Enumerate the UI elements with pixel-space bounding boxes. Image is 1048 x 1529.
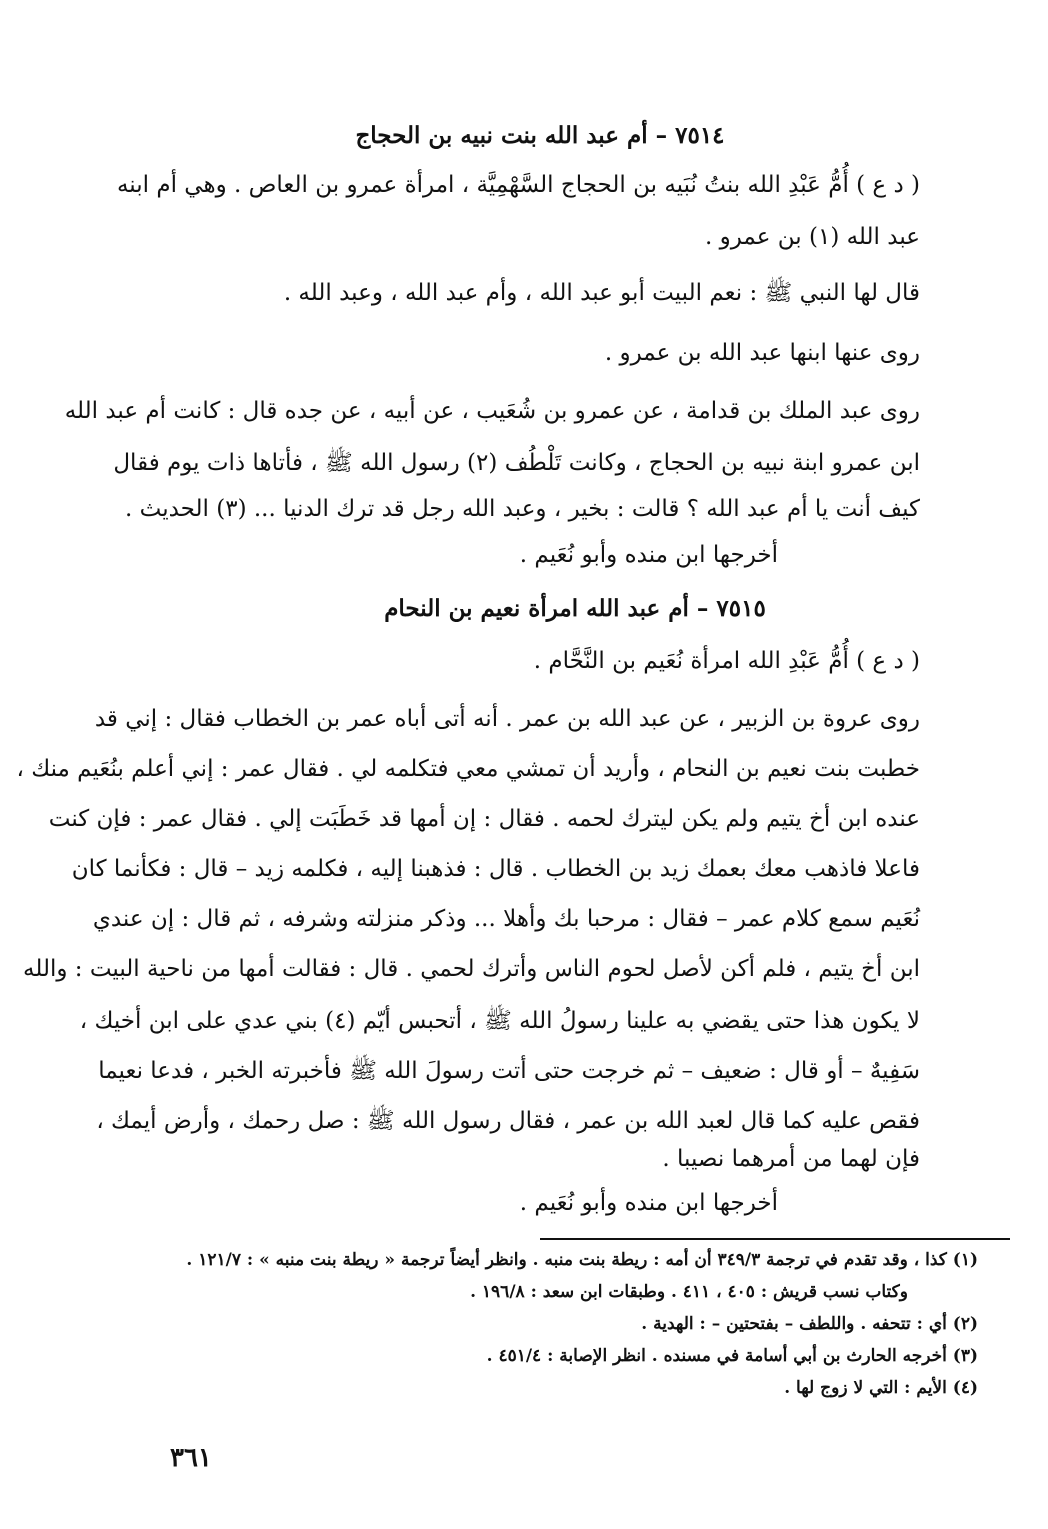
entry-heading-7514: ٧٥١٤ – أم عبد الله بنت نبيه بن الحجاج — [355, 122, 725, 149]
entry-7515-line-4: عنده ابن أخ يتيم ولم يكن ليترك لحمه . فقال : إن أمها قد خَطَبَت إلي . فقال عمر : فإن كنت — [48, 806, 920, 832]
entry-7515-line-8: لا يكون هذا حتى يقضي به علينا رسولُ الله ﷺ ، أتحبس أيّم (٤) بني عدي على ابن أخيك ، — [79, 1008, 920, 1034]
page-number: ٣٦١ — [170, 1443, 212, 1473]
entry-7515-line-10: فقص عليه كما قال لعبد الله بن عمر ، فقال رسول الله ﷺ : صل رحمك ، وأرض أيمك ، — [96, 1108, 920, 1134]
entry-7515-line-5: فاعلا فاذهب معك بعمك زيد بن الخطاب . قال : فذهبنا إليه ، فكلمه زيد – قال : فكأنما كان — [71, 856, 920, 882]
entry-7515-line-3: خطبت بنت نعيم بن النحام ، وأريد أن تمشي معي فتكلمه لي . فقال عمر : إني أعلم بنُعَيم منك ، — [16, 756, 920, 782]
entry-7515-line-12: أخرجها ابن منده وأبو نُعَيم . — [519, 1190, 778, 1216]
entry-7515-line-9: سَفِيهٌ – أو قال : ضعيف – ثم خرجت حتى أتت رسولَ الله ﷺ فأخبرته الخبر ، فدعا نعيما — [98, 1058, 920, 1084]
entry-7515-line-11: فإن لهما من أمرهما نصيبا . — [662, 1146, 920, 1172]
entry-7514-line-2: عبد الله (١) بن عمرو . — [705, 224, 920, 250]
footnote-4: (٤) الأيم : التي لا زوج لها . — [784, 1378, 978, 1398]
entry-7515-line-1: ( د ع ) أُمُّ عَبْدِ الله امرأة نُعَيم بن النَّحَّام . — [533, 648, 920, 674]
entry-7515-line-7: ابن أخ يتيم ، فلم أكن لأصل لحوم الناس وأترك لحمي . قال : فقالت أمها من ناحية البيت : والله — [23, 956, 920, 982]
entry-7514-line-3: قال لها النبي ﷺ : نعم البيت أبو عبد الله ، وأم عبد الله ، وعبد الله . — [283, 280, 920, 306]
footnote-1: (١) كذا ، وقد تقدم في ترجمة ٣٤٩/٣ أن أمه : ريطة بنت منبه . وانظر أيضاً ترجمة « ريطة بنت منبه » : ١٢١/٧ . — [186, 1250, 978, 1270]
entry-7515-line-6: نُعَيم سمع كلام عمر – فقال : مرحبا بك وأهلا ... وذكر منزلته وشرفه ، ثم قال : إن عندي — [92, 906, 920, 932]
entry-7514-line-8: أخرجها ابن منده وأبو نُعَيم . — [519, 542, 778, 568]
footnote-3: (٣) أخرجه الحارث بن أبي أسامة في مسنده . انظر الإصابة : ٤٥١/٤ . — [486, 1346, 978, 1366]
entry-7514-line-7: كيف أنت يا أم عبد الله ؟ قالت : بخير ، وعبد الله رجل قد ترك الدنيا ... (٣) الحديث . — [125, 496, 920, 522]
entry-7514-line-5: روى عبد الملك بن قدامة ، عن عمرو بن شُعَيب ، عن أبيه ، عن جده قال : كانت أم عبد الله — [64, 398, 920, 424]
entry-heading-7515: ٧٥١٥ – أم عبد الله امرأة نعيم بن النحام — [384, 595, 766, 622]
footnote-1-continued: وكتاب نسب قريش : ٤٠٥ ، ٤١١ . وطبقات ابن سعد : ١٩٦/٨ . — [470, 1282, 908, 1302]
footnote-2: (٢) أي : تتحفه . واللطف – بفتحتين – : الهدية . — [641, 1314, 978, 1334]
entry-7514-line-1: ( د ع ) أُمُّ عَبْدِ الله بنتُ نُبَيه بن الحجاج السَّهْمِيَّة ، امرأة عمرو بن العاص . وهي أم ابنه — [116, 172, 920, 198]
entry-7514-line-6: ابن عمرو ابنة نبيه بن الحجاج ، وكانت تَلْطُف (٢) رسول الله ﷺ ، فأتاها ذات يوم فقال — [113, 450, 920, 476]
footnote-separator — [540, 1238, 1010, 1240]
entry-7515-line-2: روى عروة بن الزبير ، عن عبد الله بن عمر . أنه أتى أباه عمر بن الخطاب فقال : إني قد — [94, 706, 920, 732]
entry-7514-line-4: روى عنها ابنها عبد الله بن عمرو . — [604, 340, 920, 366]
